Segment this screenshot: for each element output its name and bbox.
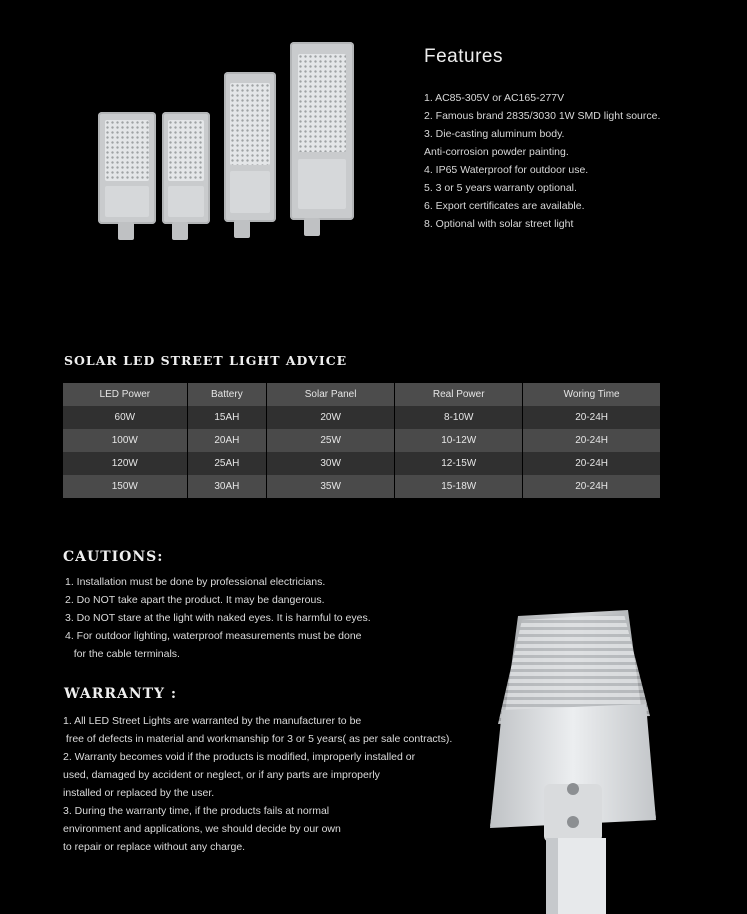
warranty-item: to repair or replace without any charge. bbox=[63, 841, 246, 853]
feature-item: 8. Optional with solar street light bbox=[424, 218, 574, 230]
warranty-item: environment and applications, we should decide by our own bbox=[63, 823, 341, 835]
table-cell: 8-10W bbox=[395, 406, 523, 429]
feature-item: 3. Die-casting aluminum body. bbox=[424, 128, 565, 140]
street-light-small-2 bbox=[162, 112, 210, 262]
warranty-item: 1. All LED Street Lights are warranted by the manufacturer to be bbox=[63, 715, 362, 727]
table-row bbox=[63, 406, 660, 429]
table-row bbox=[63, 452, 660, 475]
advice-title: SOLAR LED STREET LIGHT ADVICE bbox=[64, 353, 348, 368]
table-cell: 20-24H bbox=[575, 458, 609, 469]
table-cell: 15AH bbox=[187, 406, 266, 429]
street-light-closeup-image bbox=[488, 606, 658, 914]
street-light-medium bbox=[224, 72, 276, 262]
header-real-power: Real Power bbox=[395, 383, 523, 406]
warranty-item: used, damaged by accident or neglect, or if any parts are improperly bbox=[63, 769, 380, 781]
warranty-item: 3. During the warranty time, if the products fails at normal bbox=[63, 805, 330, 817]
header-solar-panel: Solar Panel bbox=[267, 383, 395, 406]
caution-item: 3. Do NOT stare at the light with naked eyes. It is harmful to eyes. bbox=[65, 612, 371, 624]
feature-item: Anti-corrosion powder painting. bbox=[424, 146, 569, 158]
table-cell: 12-15W bbox=[395, 452, 523, 475]
features-list bbox=[424, 89, 660, 233]
table-cell: 35W bbox=[267, 475, 395, 498]
table-cell: 20-24H bbox=[575, 435, 609, 446]
table-cell: 10-12W bbox=[395, 429, 523, 452]
table-row bbox=[63, 475, 660, 498]
table-cell: 150W bbox=[63, 475, 187, 498]
cautions-list bbox=[65, 573, 371, 663]
table-cell: 15-18W bbox=[395, 475, 523, 498]
table-row bbox=[63, 429, 660, 452]
warranty-list bbox=[63, 712, 452, 856]
warranty-item: 2. Warranty becomes void if the products is modified, improperly installed or bbox=[63, 751, 416, 763]
feature-item: 4. IP65 Waterproof for outdoor use. bbox=[424, 164, 589, 176]
caution-item: 4. For outdoor lighting, waterproof measurements must be done bbox=[65, 630, 362, 642]
table-cell: 20-24H bbox=[575, 481, 609, 492]
table-header-row bbox=[63, 383, 660, 406]
header-battery: Battery bbox=[187, 383, 266, 406]
table-cell: 20-24H bbox=[575, 412, 609, 423]
caution-item: for the cable terminals. bbox=[65, 648, 180, 660]
caution-item: 2. Do NOT take apart the product. It may be dangerous. bbox=[65, 594, 325, 606]
cautions-title: CAUTIONS: bbox=[63, 549, 164, 565]
advice-table bbox=[63, 383, 660, 498]
feature-item: 2. Famous brand 2835/3030 1W SMD light source. bbox=[424, 110, 661, 122]
table-cell: 100W bbox=[63, 429, 187, 452]
table-cell: 25W bbox=[267, 429, 395, 452]
street-light-small-1 bbox=[98, 112, 156, 262]
header-led-power: LED Power bbox=[63, 383, 187, 406]
feature-item: 6. Export certificates are available. bbox=[424, 200, 585, 212]
feature-item: 1. AC85-305V or AC165-277V bbox=[424, 92, 565, 104]
table-cell: 30AH bbox=[187, 475, 266, 498]
warranty-item: installed or replaced by the user. bbox=[63, 787, 215, 799]
warranty-title: WARRANTY : bbox=[64, 686, 178, 702]
header-working-time: Woring Time bbox=[563, 389, 620, 400]
feature-item: 5. 3 or 5 years warranty optional. bbox=[424, 182, 577, 194]
table-cell: 20W bbox=[267, 406, 395, 429]
table-cell: 20AH bbox=[187, 429, 266, 452]
table-cell: 25AH bbox=[187, 452, 266, 475]
warranty-item: free of defects in material and workmanship for 3 or 5 years( as per sale contracts). bbox=[63, 733, 453, 745]
caution-item: 1. Installation must be done by professional electricians. bbox=[65, 576, 326, 588]
table-cell: 60W bbox=[63, 406, 187, 429]
features-title: Features bbox=[424, 46, 503, 67]
product-lineup-image bbox=[90, 40, 360, 265]
table-cell: 120W bbox=[63, 452, 187, 475]
table-cell: 30W bbox=[267, 452, 395, 475]
street-light-large bbox=[290, 42, 354, 256]
